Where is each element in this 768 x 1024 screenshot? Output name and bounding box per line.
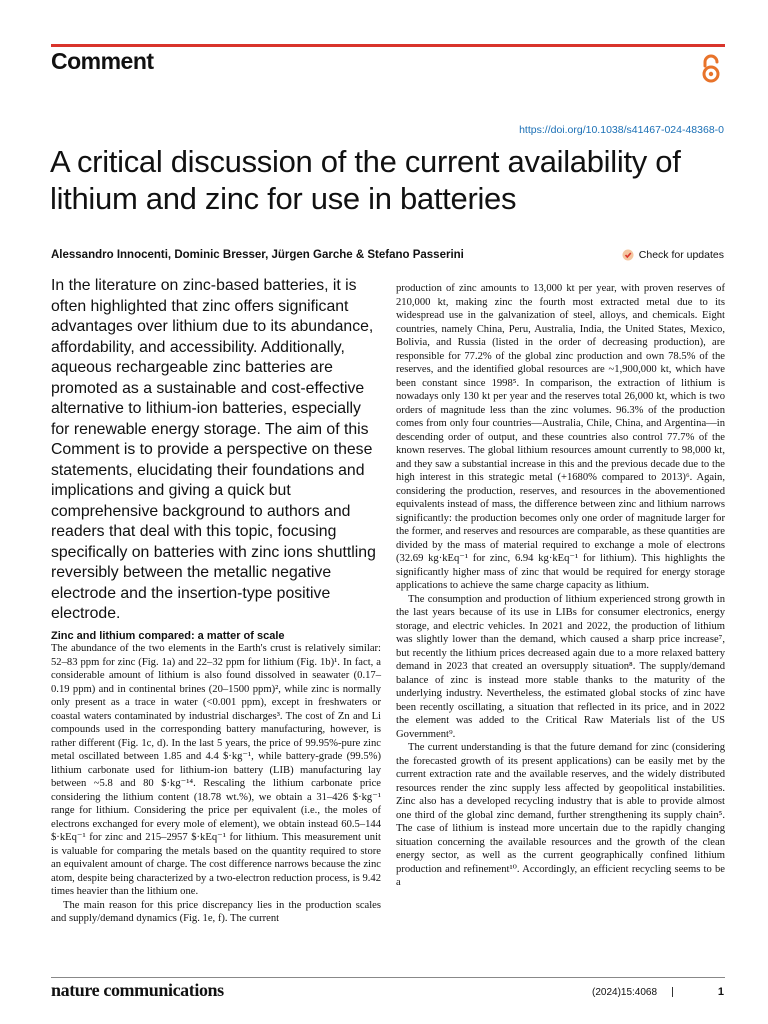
- section-label: Comment: [51, 48, 154, 74]
- check-for-updates-button[interactable]: [622, 249, 724, 261]
- check-updates-icon: [622, 249, 634, 261]
- author-list: Alessandro Innocenti, Dominic Bresser, Jürgen Garche & Stefano Passerini: [51, 249, 464, 261]
- body-column-left: [51, 642, 381, 926]
- paragraph: production of zinc amounts to 13,000 kt per year, with proven reserves of 210,000 kt, making zinc the fourth most extracted metal due to its widespread use in the galvanization of steel, alloys, and chemicals. Eight countries, namely China, Peru, Australia, India, the United States, Mexico, Bolivia, and Russia (listed in the order of decreasing production), are responsible for 77.2% of the global zinc production and own 78.5% of the reserves, and the identified global resources are ~1,900,000 kt, which have been constant since 1998⁵. In comparison, the extraction of lithium is nowadays only 130 kt per year and the reserves total 26,000 kt, which is two orders of magnitude less than the zinc volumes. 96.3% of the production comes from only four countries—Australia, Chile, China, and Argentina—in descending order of output, and these countries also control 77.7% of the known reserves. The global lithium resources amount currently to 98,000 kt, and they saw a substantial increase in this and the previous decade due to the high interest in this strategic metal (+1680% compared to 2013)⁶. Again, considering the production, reserves, and resources in the abovementioned equivalents instead of mass, the difference between zinc and lithium narrows significantly: the production becomes only one order of magnitude larger for the former, and reserves and resources are comparable, as these quantities are divided by the mass of material required to exchange a mole of electrons (32.69 kg·kEq⁻¹ for zinc, 6.94 kg·kEq⁻¹ for lithium). This highlights the significantly higher mass of zinc that would be required for energy storage applications to achieve the same charge capacity as lithium.: [396, 283, 725, 591]
- open-access-icon: [698, 54, 724, 84]
- paragraph: The abundance of the two elements in the Earth's crust is relatively similar: 52–83 ppm for zinc (Fig. 1a) and 22–32 ppm for lithium (Fig. 1b)¹. In fact, a considerable amount of lithium is also found dissolved in seawater (0.17–0.19 ppm) and in continental brines (20–1500 ppm)², while zinc is normally only present as a trace in water (<0.001 ppm), except in freshwaters or coastal waters contaminated by industrial discharges³. The cost of Zn and Li compounds used in the corresponding battery manufacturing, however, is rather different (Fig. 1c, d). In the last 5 years, the price of 99.95%-pure zinc metal oscillated between 1.85 and 4.4 $·kg⁻¹, while battery-grade (99.5%) lithium carbonate used for lithium-ion battery (LIB) manufacturing lay between ~5.8 and 80 $·kg⁻¹⁴. Rescaling the lithium carbonate price considering the lithium content (18.78 wt.%), we obtain a 31–426 $·kg⁻¹ range for lithium. Considering the price per equivalent (i.e., the moles of electrons exchanged for every mole of element), we obtain instead 60.5–144 $·kEq⁻¹ for zinc and 215–2957 $·kEq⁻¹ for lithium. This measurement unit is valuable for comparing the metals based on the quantity required to store an equivalent amount of charge. The cost difference narrows because the zinc atom, despite being characterized by a two-electron reduction process, is 9.42 times heavier than the lithium one.: [51, 643, 381, 897]
- doi-link[interactable]: https://doi.org/10.1038/s41467-024-48368-0: [519, 124, 724, 136]
- page-number: 1: [717, 986, 724, 998]
- footer-divider: [672, 987, 673, 997]
- citation: (2024)15:4068: [592, 987, 658, 998]
- paragraph: The current understanding is that the future demand for zinc (considering the forecasted growth of its present applications) can be easily met by the current extraction rate and the available reserves, and the widely distributed resources render the zinc supply less affected by geopolitical instabilities. Zinc also has a developed recycling industry that is able to provide almost one third of the global zinc demand, further strengthening its supply chain⁵. The case of lithium is instead more uncertain due to the rapidly changing situation concerning the available resources and the growth of the clean energy sector, as well as the current geographically confined lithium production and refinement¹⁰. Accordingly, an efficient recycling seems to be a: [396, 742, 725, 888]
- article-title: A critical discussion of the current availability of lithium and zinc for use in batteries: [50, 144, 681, 216]
- section-subheading: Zinc and lithium compared: a matter of scale: [51, 630, 285, 642]
- body-column-right: [396, 282, 725, 890]
- paragraph: The consumption and production of lithium experienced strong growth in the last years because of its use in LIBs for consumer electronics, energy storage, and electric vehicles. In 2021 and 2022, the production of lithium was slightly lower than the demand, which caused a sharp price increase⁷, but recently the lithium prices decreased again due to a more relaxed battery demand in 2023 that created an oversupply situation⁸. The supply/demand balance of zinc is instead more stable thanks to the maturity of the underlying industry. Nevertheless, the estimated global stocks of zinc have been recently oscillating, a situation that reflected in its price, and in 2022 the element was added to the Critical Raw Materials list of the US Government⁹.: [396, 593, 725, 740]
- journal-name: nature communications: [51, 980, 224, 1000]
- abstract: In the literature on zinc-based batteries, it is often highlighted that zinc offers significant advantages over lithium due to its abundance, affordability, and accessibility. Additionally, aqueous rechargeable zinc batteries are promoted as a sustainable and cost-effective alternative to lithium-ion batteries, especially for renewable energy storage. The aim of this Comment is to provide a perspective on these statements, elucidating their foundations and implications and giving a quick but comprehensive background to authors and readers that deal with this topic, focusing specifically on batteries with zinc ions shuttling reversibly between the metallic negative electrode and the insertion-type positive electrode.: [51, 277, 376, 622]
- check-updates-label: Check for updates: [638, 249, 724, 261]
- header-accent-rule: [51, 44, 725, 47]
- paragraph: The main reason for this price discrepancy lies in the production scales and supply/demand dynamics (Fig. 1e, f). The current: [51, 899, 381, 924]
- footer-rule: [51, 977, 725, 978]
